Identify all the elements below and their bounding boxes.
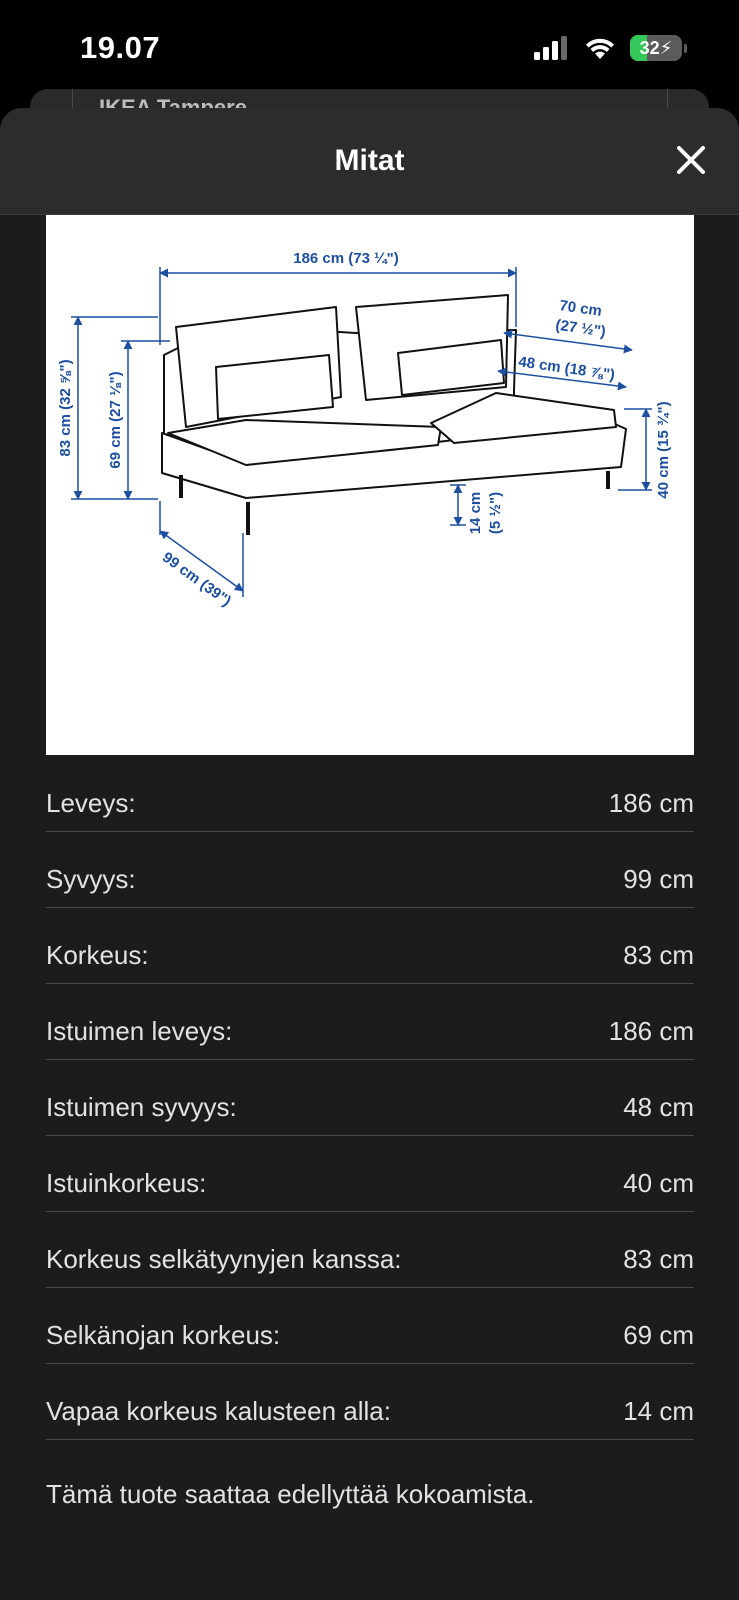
dimension-row-istuimen-syvyys — [46, 1060, 694, 1136]
dimensions-sheet — [0, 108, 739, 1600]
arm-depth-label-b: (27 ½") — [554, 316, 607, 341]
dimension-label: Syvyys: — [46, 864, 136, 894]
dimension-row-vapaa-korkeus — [46, 1364, 694, 1440]
sofa-diagram — [46, 215, 694, 755]
dimension-value: 186 cm — [608, 1016, 694, 1046]
dimension-value: 48 cm — [623, 1092, 694, 1122]
dimension-value: 83 cm — [623, 1244, 694, 1274]
dimension-label: Vapaa korkeus kalusteen alla: — [46, 1396, 391, 1426]
dimension-label: Korkeus selkätyynyjen kanssa: — [46, 1244, 402, 1274]
dimension-value: 99 cm — [623, 864, 694, 894]
total-height-label: 83 cm (32 ⅝") — [57, 359, 74, 457]
dimension-value: 69 cm — [623, 1320, 694, 1350]
dimension-label: Istuimen syvyys: — [46, 1092, 237, 1122]
dimension-row-syvyys — [46, 832, 694, 908]
seat-height-label: 40 cm (15 ¾") — [655, 401, 672, 499]
battery-level: 32 — [639, 38, 660, 58]
depth-label: 99 cm (39") — [159, 548, 235, 610]
close-button[interactable] — [673, 142, 709, 178]
arm-depth-label-a: 70 cm — [558, 297, 603, 320]
sheet-title: Mitat — [334, 144, 405, 177]
dimension-label: Korkeus: — [46, 940, 149, 970]
dimension-value: 186 cm — [608, 788, 694, 818]
dimension-diagram — [46, 215, 694, 755]
dimension-label: Istuimen leveys: — [46, 1016, 233, 1046]
status-bar — [0, 0, 739, 96]
width-label: 186 cm (73 ¼") — [293, 250, 399, 267]
charging-bolt-icon: ⚡ — [659, 38, 673, 58]
dimension-value: 83 cm — [623, 940, 694, 970]
dimension-value: 40 cm — [623, 1168, 694, 1198]
wifi-icon — [584, 36, 616, 60]
seat-depth-label: 48 cm (18 ⅞") — [517, 353, 616, 384]
sheet-header — [0, 108, 739, 215]
dimension-value: 14 cm — [623, 1396, 694, 1426]
dimension-row-istuimen-leveys — [46, 984, 694, 1060]
dimension-row-selkanojan-korkeus — [46, 1288, 694, 1364]
dimension-label: Selkänojan korkeus: — [46, 1320, 281, 1350]
dimension-row-leveys — [46, 756, 694, 832]
battery-indicator — [630, 35, 682, 61]
dimension-row-korkeus — [46, 908, 694, 984]
battery-cap — [684, 44, 687, 53]
dimension-label: Istuinkorkeus: — [46, 1168, 207, 1198]
close-icon — [673, 142, 709, 178]
status-time: 19.07 — [80, 30, 161, 65]
dimension-row-istuinkorkeus — [46, 1136, 694, 1212]
leg-height-label-a: 14 cm — [467, 491, 484, 535]
dimension-label: Leveys: — [46, 788, 136, 818]
back-height-label: 69 cm (27 ⅛") — [107, 371, 124, 469]
assembly-note: Tämä tuote saattaa edellyttää kokoamista. — [46, 1479, 535, 1509]
dimensions-list — [46, 756, 694, 1440]
dimension-row-korkeus-selkatyynyjen-kanssa — [46, 1212, 694, 1288]
cellular-signal-icon — [534, 36, 570, 60]
leg-height-label-b: (5 ½") — [487, 491, 504, 535]
status-icons — [534, 34, 687, 62]
